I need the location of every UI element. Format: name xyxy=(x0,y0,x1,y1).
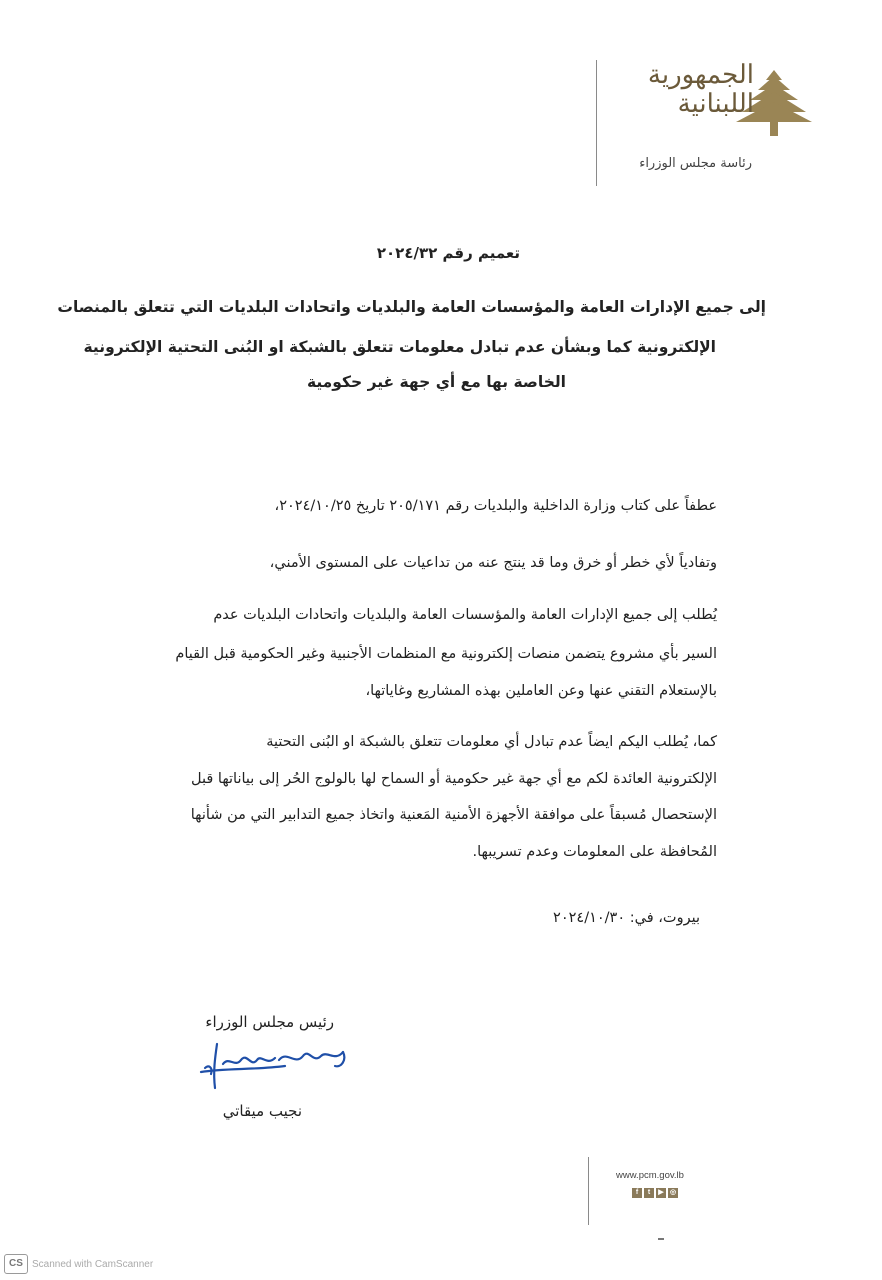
youtube-icon[interactable]: ▶ xyxy=(656,1188,666,1198)
republic-emblem-text xyxy=(604,62,754,119)
paragraph-data-line: المُحافظة على المعلومات وعدم تسريبها. xyxy=(472,844,717,860)
paragraph-data-line: الإستحصال مُسبقاً على موافقة الأجهزة الأمنية المَعنية واتخاذ جميع التدابير التي من شأنها xyxy=(190,807,717,823)
signatory-title: رئيس مجلس الوزراء xyxy=(205,1013,334,1031)
paragraph-data-line: كما، يُطلب اليكم ايضاً عدم تبادل أي معلومات تتعلق بالشبكة او البُنى التحتية xyxy=(266,734,717,750)
camscanner-logo-icon: CS xyxy=(4,1254,28,1274)
circular-title: تعميم رقم ٢٠٢٤/٣٢ xyxy=(376,244,520,262)
presidency-subtitle: رئاسة مجلس الوزراء xyxy=(639,156,752,171)
website-link[interactable]: www.pcm.gov.lb xyxy=(616,1170,684,1181)
date-line: بيروت، في: ٢٠٢٤/١٠/٣٠ xyxy=(553,910,700,926)
paragraph-reference: عطفاً على كتاب وزارة الداخلية والبلديات رقم ٢٠٥/١٧١ تاريخ ٢٠٢٤/١٠/٢٥، xyxy=(274,498,717,514)
paragraph-data-line: الإلكترونية العائدة لكم مع أي جهة غير حكومية أو السماح لها بالولوج الحُر إلى بياناتها قبل xyxy=(191,771,717,787)
subject-line: الإلكترونية كما وبشأن عدم تبادل معلومات تتعلق بالشبكة او البُنى التحتية الإلكترونية xyxy=(83,338,716,356)
header-divider xyxy=(596,60,597,186)
paragraph-request-line: يُطلب إلى جميع الإدارات العامة والمؤسسات العامة والبلديات واتحادات البلديات عدم xyxy=(213,607,717,623)
instagram-icon[interactable]: ◎ xyxy=(669,1189,677,1196)
emblem-line1: الجمهورية xyxy=(647,60,754,90)
facebook-icon[interactable]: f xyxy=(632,1188,642,1198)
subject-line: إلى جميع الإدارات العامة والمؤسسات العامة والبلديات واتحادات البلديات التي تتعلق بالمنصات xyxy=(57,298,766,316)
scanner-text: Scanned with CamScanner xyxy=(32,1258,154,1270)
subject-line: الخاصة بها مع أي جهة غير حكومية xyxy=(306,373,566,391)
paragraph-request-line: بالإستعلام التقني عنها وعن العاملين بهذه المشاريع وغاياتها، xyxy=(365,683,717,699)
paragraph-request-line: السير بأي مشروع يتضمن منصات إلكترونية مع المنظمات الأجنبية وغير الحكومية قبل القيام xyxy=(175,646,717,662)
emblem-line2: اللبنانية xyxy=(677,89,754,120)
footer-divider xyxy=(588,1157,589,1225)
handwritten-signature xyxy=(195,1038,355,1093)
scanner-watermark xyxy=(4,1254,153,1274)
social-icons xyxy=(632,1188,678,1198)
twitter-icon[interactable]: t xyxy=(644,1188,654,1198)
paragraph-security: وتفادياً لأي خطر أو خرق وما قد ينتج عنه من تداعيات على المستوى الأمني، xyxy=(269,555,717,571)
signatory-name: نجيب ميقاتي xyxy=(222,1102,302,1120)
scan-mark xyxy=(658,1238,664,1240)
